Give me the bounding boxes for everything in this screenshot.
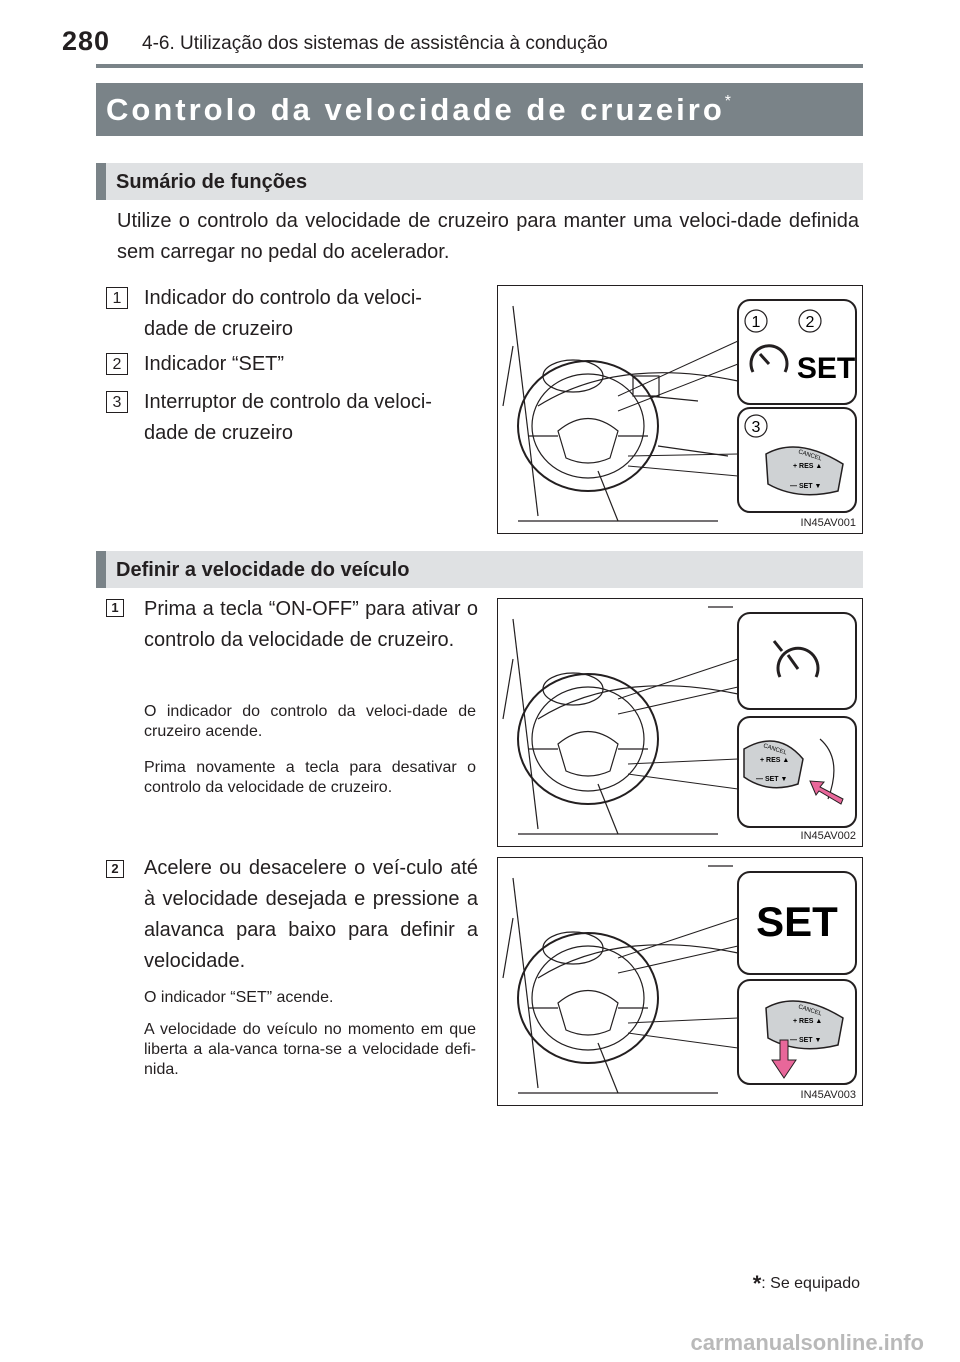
- step-note: Prima novamente a tecla para desativar o controlo da velocidade de cruzeiro.: [144, 759, 476, 796]
- figure-set-speed: [497, 857, 863, 1106]
- cockpit-illustration: [498, 858, 861, 1104]
- header-rule: [96, 64, 863, 68]
- lever-label-set: — SET ▼: [756, 776, 788, 783]
- figure-on-off: [497, 598, 863, 847]
- item-text: Indicador “SET”: [144, 353, 285, 375]
- step-number: 2: [106, 860, 124, 878]
- lever-label-cancel: CANCEL: [762, 743, 788, 757]
- cockpit-illustration: [498, 286, 861, 532]
- figure-summary: [497, 285, 863, 534]
- lever-label-res: + RES ▲: [793, 463, 823, 470]
- step-number: 1: [106, 599, 124, 617]
- section-heading-label: Definir a velocidade do veículo: [116, 559, 410, 581]
- title-bar: [96, 83, 863, 136]
- step-note: A velocidade do veículo no momento em que liberta a ala-vanca torna-se a velocidade defi-nida.: [144, 1021, 476, 1078]
- page-number: 280: [62, 26, 111, 56]
- step-text: Prima a tecla “ON-OFF” para ativar o controlo da velocidade de cruzeiro.: [144, 598, 478, 651]
- item-text: Indicador do controlo da veloci- dade de cruzeiro: [144, 287, 422, 340]
- section-heading-summary: [96, 163, 863, 200]
- figure-code: IN45AV002: [800, 830, 856, 842]
- step-note: O indicador “SET” acende.: [144, 989, 334, 1006]
- callout-2: 2: [805, 314, 815, 331]
- section-heading-set-speed: [96, 551, 863, 588]
- section-heading-label: Sumário de funções: [116, 171, 308, 193]
- figure-code: IN45AV001: [800, 517, 856, 529]
- lever-label-res: + RES ▲: [760, 757, 790, 764]
- item-text: Interruptor de controlo da veloci- dade de cruzeiro: [144, 391, 432, 444]
- figure-code: IN45AV003: [800, 1089, 856, 1101]
- lever-label-set: — SET ▼: [790, 483, 822, 490]
- set-indicator-label: SET: [796, 352, 856, 385]
- lever-label-res: + RES ▲: [793, 1018, 823, 1025]
- footnote: *: Se equipado: [752, 1271, 860, 1296]
- watermark: carmanualsonline.info: [690, 1330, 924, 1355]
- lever-label-cancel: CANCEL: [797, 449, 823, 463]
- intro-paragraph: Utilize o controlo da velocidade de cruzeiro para manter uma veloci-dade definida sem carregar no pedal do acelerador.: [117, 210, 859, 263]
- lever-label-set: — SET ▼: [790, 1037, 822, 1044]
- equipped-marker: *: [724, 93, 732, 110]
- lever-label-cancel: CANCEL: [797, 1004, 823, 1018]
- cockpit-illustration: [498, 599, 861, 845]
- callout-3: 3: [751, 419, 761, 436]
- callout-1: 1: [751, 314, 761, 331]
- set-indicator-label: SET: [756, 898, 838, 945]
- item-number: 2: [106, 353, 128, 375]
- chapter-title: 4-6. Utilização dos sistemas de assistência à condução: [142, 33, 608, 54]
- step-text: Acelere ou desacelere o veí-culo até à velocidade desejada e pressione a alavanca para baixo para definir a velocidade.: [144, 857, 478, 972]
- item-number: 3: [106, 391, 128, 413]
- page-title: Controlo da velocidade de cruzeiro*: [106, 92, 732, 127]
- item-number: 1: [106, 287, 128, 309]
- footnote-star: *: [752, 1271, 762, 1296]
- step-note: O indicador do controlo da veloci-dade de cruzeiro acende.: [144, 703, 476, 740]
